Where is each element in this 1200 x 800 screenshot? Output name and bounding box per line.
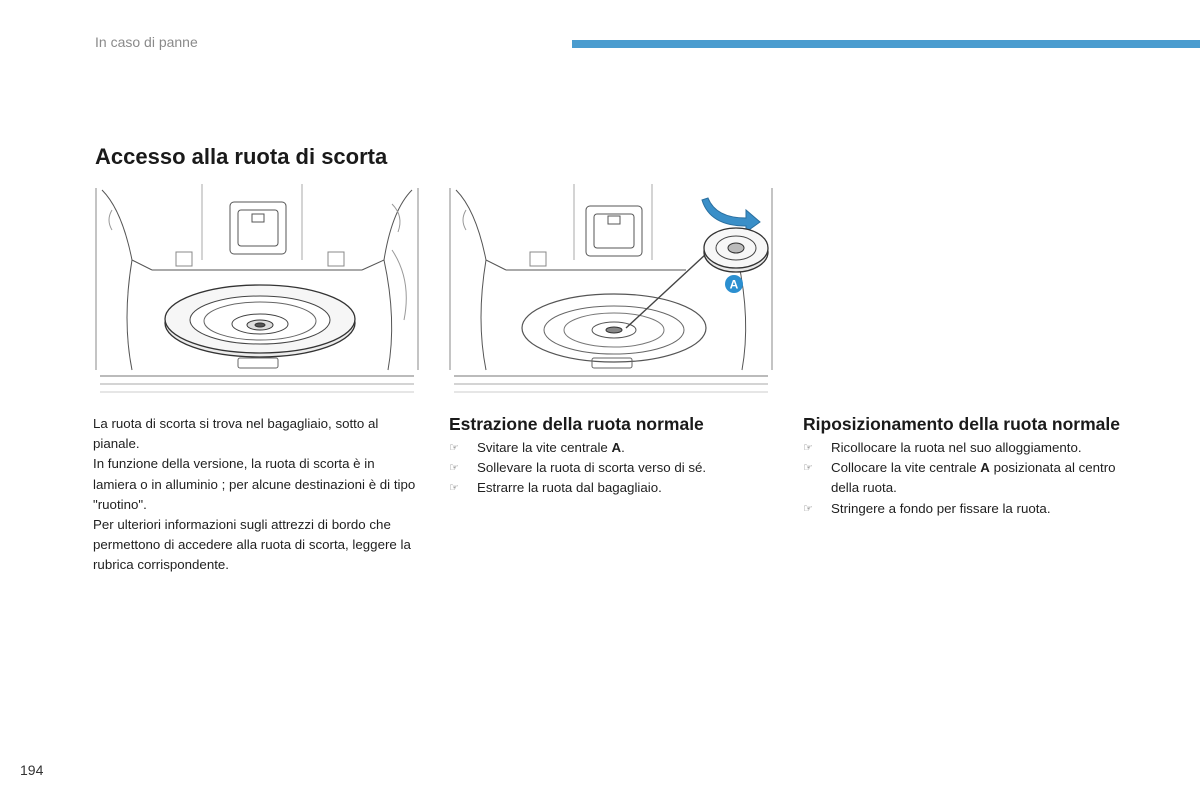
callout-a-label: A xyxy=(729,277,739,292)
intro-paragraph-2: In funzione della versione, la ruota di scorta è in lamiera o in alluminio ; per alcune destinazioni è di tipo "ruotino". xyxy=(93,456,416,512)
pointing-hand-icon: ☞ xyxy=(803,461,813,475)
intro-paragraph-3: Per ulteriori informazioni sugli attrezzi di bordo che permettono di accedere alla ruota di scorta, leggere la rubrica corrispondente. xyxy=(93,517,411,573)
trunk-spare-wheel-illustration xyxy=(92,180,422,402)
list-item: ☞ Estrarre la ruota dal bagagliaio. xyxy=(449,478,779,498)
pointing-hand-icon: ☞ xyxy=(449,441,459,454)
repositioning-steps xyxy=(803,438,1143,519)
list-item: ☞ Collocare la vite centrale A posizionata al centro della ruota. xyxy=(803,460,1116,496)
page-title: Accesso alla ruota di scorta xyxy=(95,144,388,169)
spare-wheel-extraction-illustration xyxy=(446,180,776,402)
list-item: ☞ Svitare la vite centrale A. xyxy=(449,438,779,458)
pointing-hand-icon: ☞ xyxy=(449,461,459,475)
header-accent-bar xyxy=(572,40,1200,48)
intro-text xyxy=(93,414,418,576)
repositioning-heading: Riposizionamento della ruota normale xyxy=(803,414,1120,434)
pointing-hand-icon: ☞ xyxy=(449,481,459,495)
pointing-hand-icon: ☞ xyxy=(803,501,813,515)
repositioning-section xyxy=(803,414,1143,519)
page-number: 194 xyxy=(20,762,44,778)
extraction-heading: Estrazione della ruota normale xyxy=(449,414,704,434)
intro-paragraph-1: La ruota di scorta si trova nel bagagliaio, sotto al pianale. xyxy=(93,416,379,452)
list-item: ☞ Stringere a fondo per fissare la ruota. xyxy=(803,499,1143,519)
extraction-section xyxy=(449,414,779,499)
list-item: ☞ Ricollocare la ruota nel suo alloggiamento. xyxy=(803,438,1143,458)
extraction-steps xyxy=(449,438,779,499)
list-item: ☞ Sollevare la ruota di scorta verso di sé. xyxy=(449,458,779,478)
running-header: In caso di panne xyxy=(95,34,198,50)
pointing-hand-icon: ☞ xyxy=(803,441,813,454)
